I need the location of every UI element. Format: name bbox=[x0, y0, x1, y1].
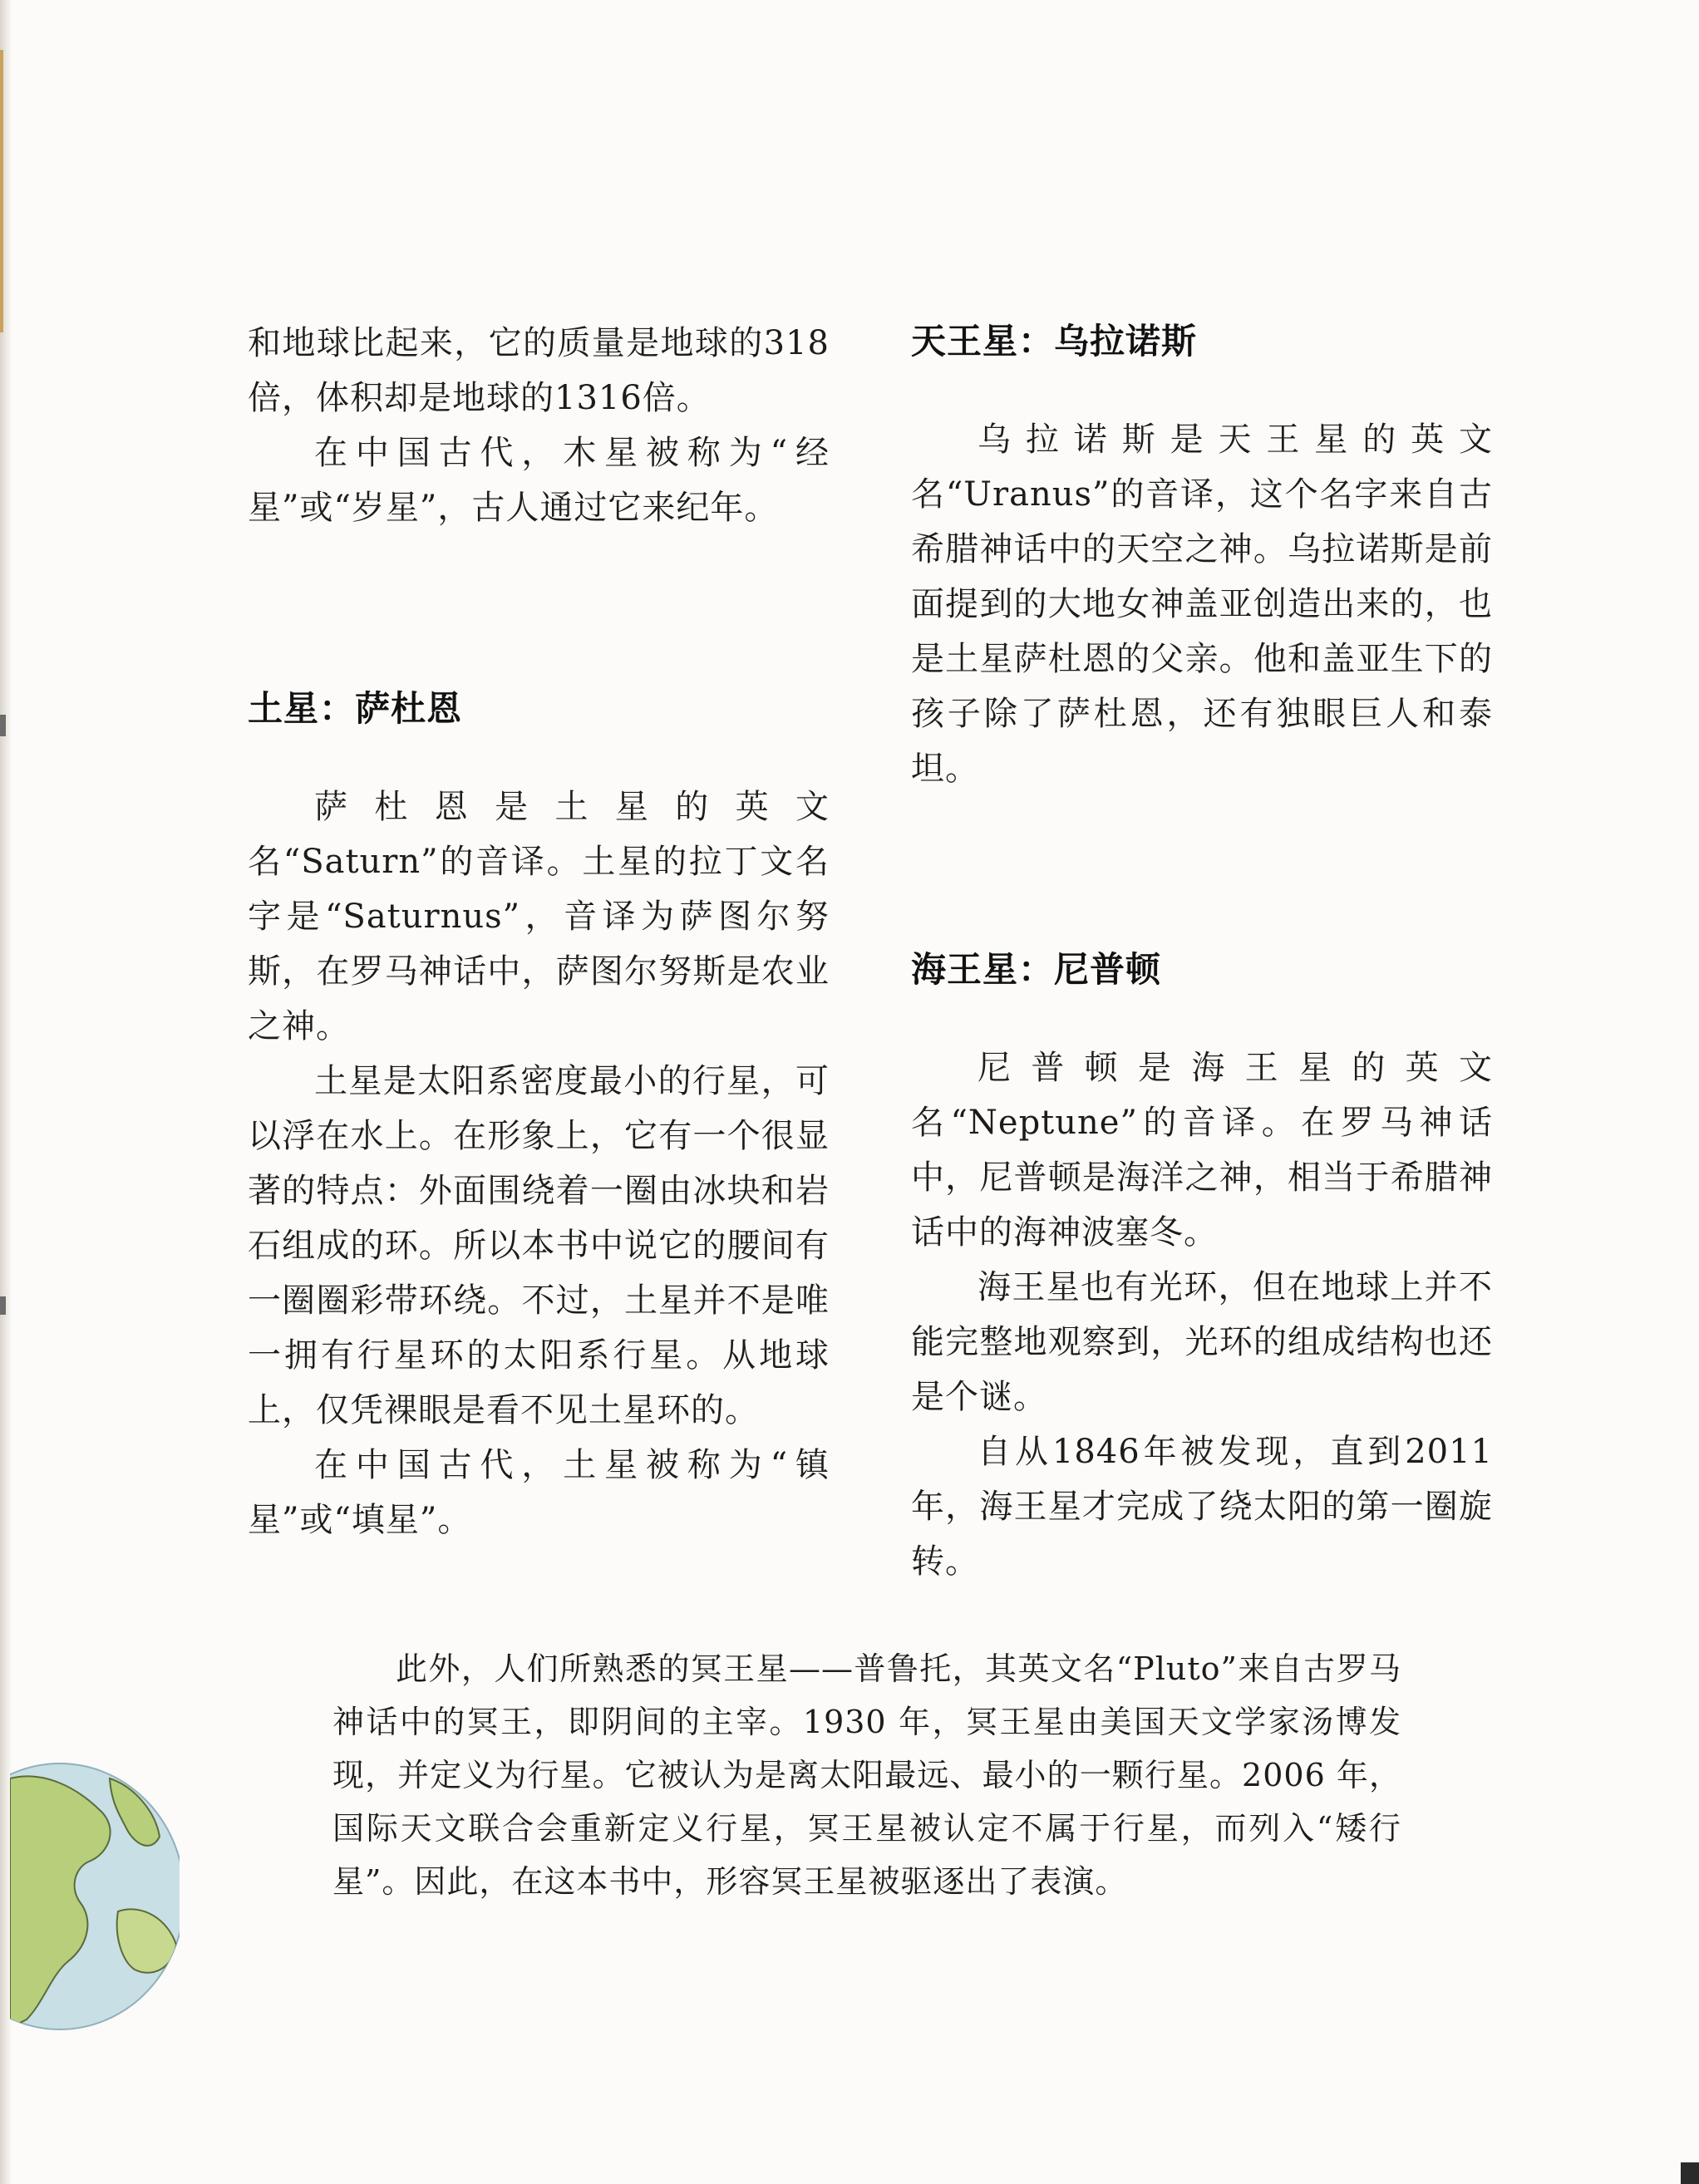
edge-mark-low bbox=[0, 1296, 6, 1315]
pluto-paragraph: 此外，人们所熟悉的冥王星——普鲁托，其英文名“Pluto”来自古罗马神话中的冥王，即阴间的主宰。1930 年，冥王星由美国天文学家汤博发现，并定义为行星。它被认为是离太阳最远、最小的一颗行星。2006 年，国际天文联合会重新定义行星，冥王星被认定不属于行星，而列入“矮行星”。因此，在这本书中，形容冥王星被驱逐出了表演。 bbox=[332, 1650, 1401, 1900]
jupiter-paragraph-2: 在中国古代，木星被称为“经星”或“岁星”，古人通过它来纪年。 bbox=[248, 434, 830, 527]
neptune-paragraph-1: 尼普顿是海王星的英文名“Neptune”的音译。在罗马神话中，尼普顿是海洋之神，相当于希腊神话中的海神波塞冬。 bbox=[911, 1049, 1493, 1252]
edge-mark-top bbox=[0, 50, 3, 332]
right-column bbox=[911, 314, 1493, 1589]
left-column bbox=[248, 316, 830, 1547]
saturn-paragraph-3: 在中国古代，土星被称为“镇星”或“填星”。 bbox=[248, 1446, 830, 1539]
neptune-heading: 海王星：尼普顿 bbox=[911, 949, 1162, 990]
uranus-paragraph-1: 乌拉诺斯是天王星的英文名“Uranus”的音译，这个名字来自古希腊神话中的天空之神。乌拉诺斯是前面提到的大地女神盖亚创造出来的，也是土星萨杜恩的父亲。他和盖亚生下的孩子除了萨杜恩，还有独眼巨人和泰坦。 bbox=[911, 421, 1493, 788]
neptune-paragraph-3: 自从1846年被发现，直到2011年，海王星才完成了绕太阳的第一圈旋转。 bbox=[911, 1433, 1493, 1581]
edge-mark-mid bbox=[0, 715, 6, 736]
saturn-paragraph-2: 土星是太阳系密度最小的行星，可以浮在水上。在形象上，它有一个很显著的特点：外面围绕着一圈由冰块和岩石组成的环。所以本书中说它的腰间有一圈圈彩带环绕。不过，土星并不是唯一拥有行星环的太阳系行星。从地球上，仅凭裸眼是看不见土星环的。 bbox=[248, 1062, 830, 1429]
jupiter-paragraph-1: 和地球比起来，它的质量是地球的318倍，体积却是地球的1316倍。 bbox=[248, 324, 830, 417]
saturn-paragraph-1: 萨杜恩是土星的英文名“Saturn”的音译。土星的拉丁文名字是“Saturnus”，音译为萨图尔努斯，在罗马神话中，萨图尔努斯是农业之神。 bbox=[248, 788, 830, 1045]
pluto-note bbox=[332, 1642, 1401, 1908]
uranus-heading: 天王星：乌拉诺斯 bbox=[911, 321, 1198, 362]
globe-icon bbox=[10, 1762, 180, 2031]
neptune-paragraph-2: 海王星也有光环，但在地球上并不能完整地观察到，光环的组成结构也还是个谜。 bbox=[911, 1268, 1493, 1416]
saturn-heading: 土星：萨杜恩 bbox=[248, 688, 463, 729]
corner-mark bbox=[1681, 2162, 1699, 2184]
